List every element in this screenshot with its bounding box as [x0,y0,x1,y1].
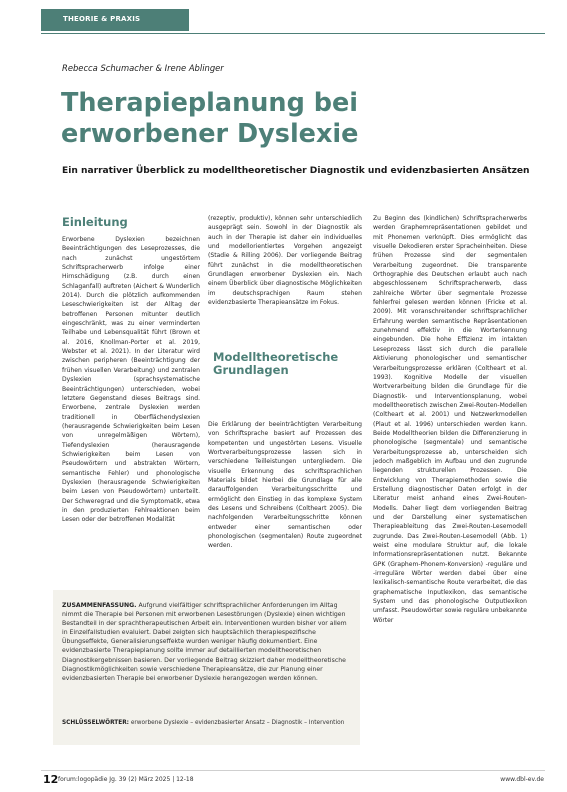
article-title-line2: erworbener Dyslexie [61,119,359,149]
summary-label: ZUSAMMENFASSUNG. [62,602,137,609]
summary [62,601,350,683]
section-heading-modelltheoretische-grundlagen: Modelltheoretische Grundlagen [213,350,339,377]
section-heading-einleitung: Einleitung [62,215,128,229]
keywords-text: erworbene Dyslexie – evidenzbasierter Ansatz – Diagnostik – Intervention [130,720,345,726]
journal-info: forum:logopädie Jg. 39 (2) März 2025 | 12-18 [58,776,194,783]
keywords-label: SCHLÜSSELWÖRTER: [62,720,129,726]
summary-text: Aufgrund vielfältiger schriftsprachlicher Anforderungen im Alltag nimmt die Therapie bei Personen mit erworbenen Lesestörungen (Dyslexie) einen wichtigen Bestandteil in der sprachtherapeutischen Arbeit ein. Interventionen wurden bisher vor allem in Einzelfallstudien evaluiert. Dabei zeigten sich hauptsächlich therapiespezifische Übungseffekte, Generalisierungseffekte wurden weniger häufig dokumentiert. Eine evidenzbasierte Therapieplanung sollte immer auf detaillierten modelltheoretischen Diagnostikergebnissen basieren. Der vorliegende Beitrag skizziert daher modelltheoretische Diagnostikmöglichkeiten sowie verschiedene Therapieansätze, die zur Planung einer evidenzbasierten Therapie bei erworbener Dyslexie herangezogen werden können. [62,602,347,682]
article-subtitle: Ein narrativer Überblick zu modelltheoretischer Diagnostik und evidenzbasierten Ansätzen [62,166,530,176]
column3-text: Zu Beginn des (kindlichen) Schriftspracherwerbs werden Graphemrepräsentationen gebildet und mit Phonemen verknüpft. Dies ermöglicht das visuelle Dekodieren erster Spracheinheiten. Diese frühen Prozesse sind der segmentalen Verarbeitung zugeordnet. Die transparente Orthographie des Deutschen erlaubt auch nach abgeschlossenem Schriftspracherwerb, dass zahlreiche Wörter über segmentale Prozesse fehlerfrei gelesen werden können (Fricke et al. 2009). Mit voranschreitender schriftsprachlicher Erfahrung werden semantische Repräsentationen zunehmend effektiv in die Worterkennung eingebunden. Die hohe Effizienz im intakten Leseprozess lässt sich durch die parallele Aktivierung phonologischer und semantischer Verarbeitungsprozesse erklären (Coltheart et al. 1993). Kognitive Modelle der visuellen Wortverarbeitung bilden die Grundlage für die Diagnostik- und Interventionsplanung, wobei modelltheoretisch zwischen Zwei-Routen-Modellen (Coltheart et al. 2001) und Netzwerkmodellen (Plaut et al. 1996) unterschieden werden kann. Beide Modelltheorien bilden die Differenzierung in phonologische (segmentale) und semantische Verarbeitungsprozesse ab, unterscheiden sich jedoch maßgeblich im Aufbau und den zugrunde liegenden strukturellen Prozessen. Die Entwicklung von Therapiemethoden sowie die Erstellung diagnostischer Daten erfolgt in der Literatur meist anhand eines Zwei-Routen-Modells. Daher liegt dem vorliegenden Beitrag und der Darstellung einer systematischen Therapieableitung das Zwei-Routen-Lesemodell zugrunde. Das Zwei-Routen-Lesemodell (Abb. 1) weist eine modulare Struktur auf, die lokale Informationsrepräsentationen nutzt. Bekannte GPK (Graphem-Phonem-Konversion) -reguläre und -irreguläre Wörter werden dabei über eine lexikalisch-semantische Route verarbeitet, die das graphematische Inputlexikon, das semantische System und das phonologische Outputlexikon umfasst. Pseudowörter sowie reguläre unbekannte Wörter [373,215,527,624]
modell-text: Die Erklärung der beeinträchtigten Verarbeitung von Schriftsprache basiert auf Prozessen des kompetenten und ungestörten Lesens. Visuelle Wortverarbeitungsprozesse lassen sich in verschiedene Teilleistungen untergliedern. Die visuelle Erkennung des schriftsprachlichen Materials bildet hierbei die Grundlage für alle darauffolgenden Verarbeitungsschritte und ermöglicht den Einstieg in das komplexe System des Lesens und Schreibens (Coltheart 2005). Die nachfolgenden Verarbeitungsschritte können entweder einer semantischen oder phonologischen (segmentalen) Route zugeordnet werden. [208,421,362,550]
page-number: 12 [43,773,59,786]
section-badge: THEORIE & PRAXIS [41,9,189,31]
keywords [62,719,350,728]
website-link[interactable]: www.dbl-ev.de [500,776,544,783]
article-title-line1: Therapieplanung bei [61,88,358,118]
einleitung-text: Erworbene Dyslexien bezeichnen Beeinträchtigungen des Leseprozesses, die nach zunächst ungestörtem Schriftspracherwerb infolge einer Hirnschädigung (z.B. durch einen Schlaganfall) auftreten (Aichert & Wunderlich 2014). Durch die plötzlich aufkommenden Leseschwierigkeiten ist der Alltag der betroffenen Personen mitunter deutlich eingeschränkt, was zu einer verminderten Teilhabe und Lebensqualität führt (Brown et al. 2016, Knollman-Porter et al. 2019, Webster et al. 2021). In der Literatur wird zwischen peripheren (Beeinträchtigung der frühen visuellen Verarbeitung) und zentralen Dyslexien (sprachsystematische Beeinträchtigungen) unterschieden, wobei letztere Gegenstand dieses Beitrags sind. Erworbene, zentrale Dyslexien werden traditionell in Oberflächendyslexien (herausragende Schwierigkeiten beim Lesen von unregelmäßigen Wörtern), Tiefendyslexien (herausragende Schwierigkeiten beim Lesen von Pseudowörtern und abstrakten Wörtern, semantische Fehler) und phonologische Dyslexien (herausragende Schwierigkeiten beim Lesen von Pseudowörtern) unterteilt. Der Schweregrad und die Symptomatik, etwa in den produzierten Fehlreaktionen beim Lesen oder der betroffenen Modalität [62,236,200,524]
article-authors: Rebecca Schumacher & Irene Ablinger [62,63,224,73]
footer-divider [41,770,545,771]
article-title [61,88,531,150]
header-divider [41,33,545,34]
column2-intro-text: (rezeptiv, produktiv), können sehr unterschiedlich ausgeprägt sein. Sowohl in der Diagnostik als auch in der Therapie ist daher ein individuelles und modellorientiertes Vorgehen angezeigt (Stadie & Rilling 2006). Der vorliegende Beitrag führt zunächst in die modelltheoretischen Grundlagen erworbener Dyslexien ein. Nach einem Überblick über diagnostische Möglichkeiten im deutschsprachigen Raum stehen evidenzbasierte Therapieansätze im Fokus. [208,215,362,307]
